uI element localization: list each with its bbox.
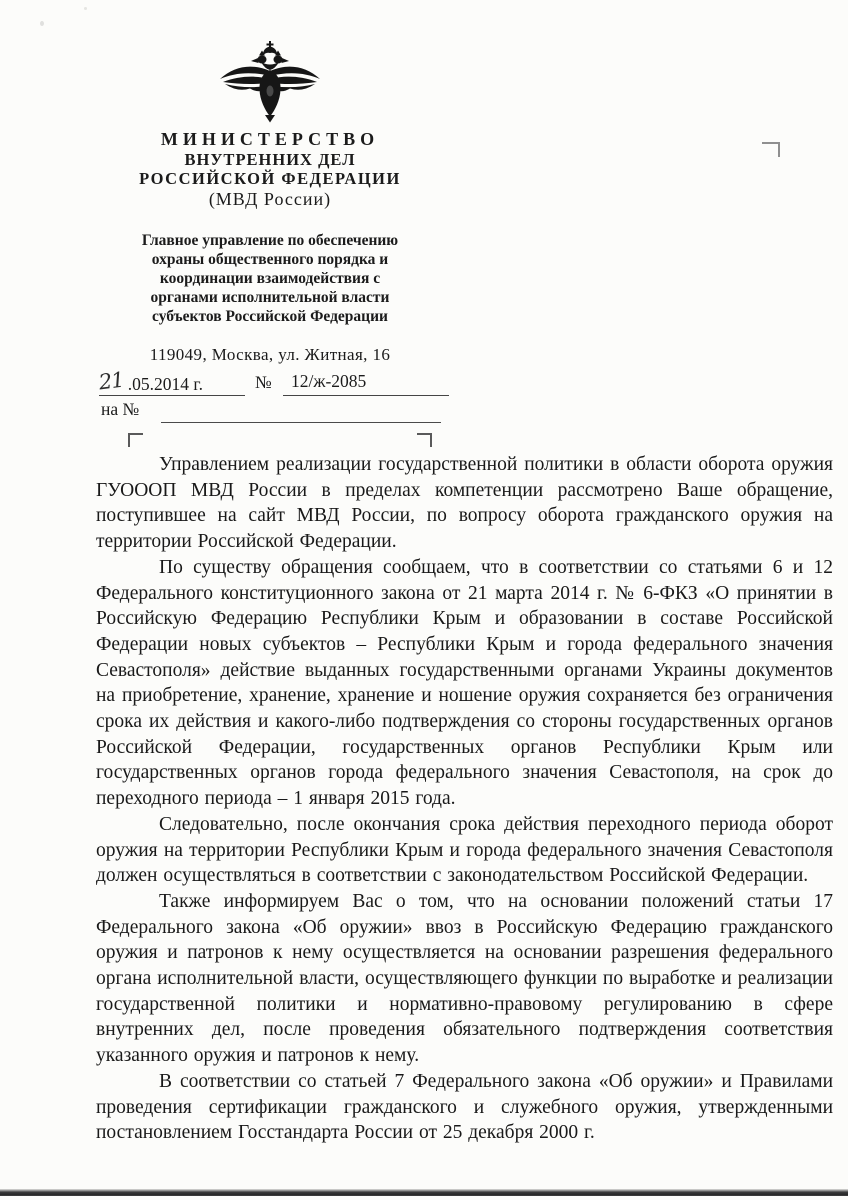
outgoing-reference-row (95, 367, 445, 397)
postal-address: 119049, Москва, ул. Житная, 16 (149, 345, 391, 364)
incoming-reference-label: на № (101, 399, 140, 419)
addressee-corner-mark (762, 142, 780, 157)
department-name-block (95, 231, 445, 326)
incoming-reference-row (101, 399, 445, 423)
body-paragraph: Следовательно, после окончания срока действия переходного периода оборот оружия на территории Республики Крым и города федерального значения Севастополя должен осуществляться в соответствии с законодательством Российской Федерации. (96, 813, 833, 887)
incoming-number-blank-field (161, 399, 441, 423)
ministry-name-line: ВНУТРЕННИХ ДЕЛ (184, 150, 356, 169)
department-name-line: Главное управление по обеспечению (141, 232, 399, 249)
department-name-line: координации взаимодействия с (159, 270, 381, 287)
body-paragraph: Управлением реализации государственной политики в области оборота оружия ГУОООП МВД России в пределах компетенции рассмотрено Ваше обращение, поступившее на сайт МВД России, по вопросу оборота гражданского оружия на территории Российской Федерации. (96, 454, 833, 553)
ministry-name-block (95, 128, 445, 211)
letter-body (96, 452, 833, 1146)
body-paragraph: В соответствии со статьей 7 Федерального закона «Об оружии» и Правилами проведения сертификации гражданского и служебного оружия, утвержденными постановлением Госстандарта России от 25 декабря 2000 г. (96, 1070, 833, 1144)
scan-speck (40, 21, 44, 26)
corner-mark-left (128, 433, 143, 447)
handwritten-day: 21 (97, 367, 125, 395)
ministry-name-line: РОССИЙСКОЙ ФЕДЕРАЦИИ (139, 169, 401, 188)
outgoing-number-field: 12/ж-2085 (283, 371, 449, 396)
body-paragraph: По существу обращения сообщаем, что в соответствии со статьями 6 и 12 Федерального конституционного закона от 21 марта 2014 г. № 6-ФКЗ «О принятии в Российскую Федерацию Республики Крым и образовании в составе Российской Федерации новых субъектов – Республики Крым и города федерального значения Севастополя» действие выданных государственными органами Украины документов на приобретение, хранение, хранение и ношение оружия сохраняется без ограничения срока их действия и какого-либо подтверждения со стороны государственных органов Российской Федерации, государственных органов Республики Крым или государственных органов города федерального значения Севастополя, на срок до переходного периода – 1 января 2015 года. (96, 556, 833, 810)
department-name-line: охраны общественного порядка и (151, 251, 389, 268)
scan-edge-artifact (0, 1189, 848, 1196)
ministry-name-line: МИНИСТЕРСТВО (160, 129, 380, 149)
body-paragraph: Также информируем Вас о том, что на основании положений статьи 17 Федерального закона «Об оружии» ввоз в Российскую Федерацию гражданского оружия и патронов к нему осуществляется на основании разрешения федерального органа исполнительной власти, осуществляющего функции по выработке и реализации государственной политики и нормативно-правовому регулированию в сфере внутренних дел, после проведения обязательного подтверждения соответствия указанного оружия и патронов к нему. (96, 890, 833, 1067)
scan-speck (84, 7, 87, 10)
corner-mark-right (417, 433, 432, 447)
department-name-line: субъектов Российской Федерации (152, 308, 388, 325)
outgoing-date-field (97, 367, 245, 396)
stamp-corner-marks (95, 433, 445, 449)
mvd-double-headed-eagle-icon (220, 40, 320, 124)
ministry-abbreviation: (МВД России) (208, 189, 332, 209)
letterhead (95, 40, 445, 455)
number-sign-label: № (255, 372, 272, 392)
reference-block (95, 367, 445, 455)
printed-date: .05.2014 г. (127, 374, 203, 394)
department-name-line: органами исполнительной власти (150, 289, 390, 306)
